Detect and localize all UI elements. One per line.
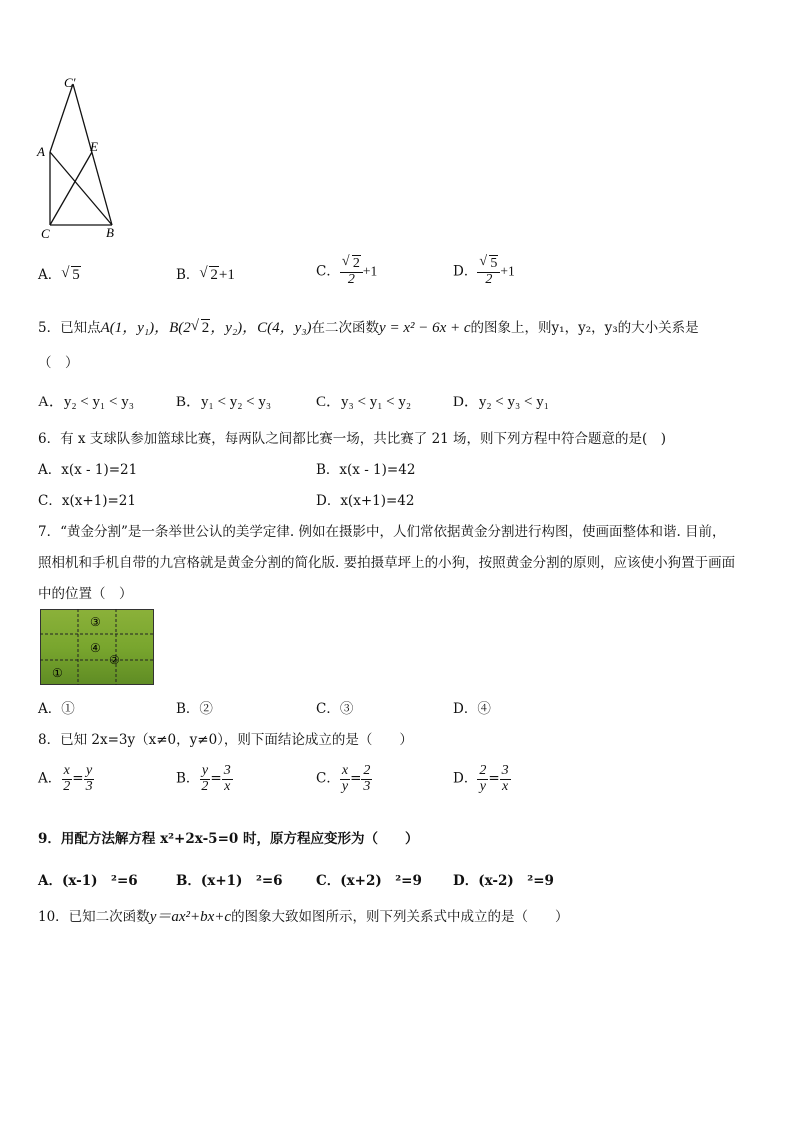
q8-option-b[interactable]: B． $\frac{y}{2}$ = $\frac{3}{x}$ [176, 763, 231, 794]
q4-option-b[interactable]: B．√ 2+1 [176, 263, 235, 284]
grid-mark-1: ① [52, 666, 63, 680]
q5-option-b[interactable]: B．y₁ < y₂ < y₃ [176, 394, 272, 410]
q5-stem: 5．已知点A(1，y₁)，B(2√ 2，y₂)，C(4，y₃)在二次函数y = x² − 6x + c的图象上，则y₁，y₂，y₃的大小关系是 [38, 316, 699, 337]
q7-stem-line3: 中的位置（ ） [38, 586, 133, 602]
grid-mark-4: ④ [90, 641, 101, 655]
q5-option-d[interactable]: D．y₂ < y₃ < y₁ [453, 394, 549, 410]
label-c-prime: C′ [64, 75, 76, 90]
label-a: A [37, 144, 45, 159]
q6-option-d[interactable]: D．x(x+1)=42 [316, 493, 415, 509]
q7-stem-line1: 7．“黄金分割”是一条举世公认的美学定律. 例如在摄影中，人们常依据黄金分割进行构图，使画面整体和谐. 目前， [38, 524, 726, 540]
q7-option-a[interactable]: A．① [38, 701, 75, 717]
grid-mark-3: ③ [90, 615, 101, 629]
q8-option-d[interactable]: D． $\frac{2}{y}$ = $\frac{3}{x}$ [453, 763, 509, 794]
q10-stem: 10．已知二次函数y＝ax²+bx+c的图象大致如图所示，则下列关系式中成立的是（ ） [38, 909, 569, 925]
q6-option-c[interactable]: C．x(x+1)=21 [38, 493, 136, 509]
q4-option-d[interactable]: D． √ $\frac{5}{2}$ +1 [453, 257, 515, 287]
triangle-figure [30, 72, 130, 242]
q8-option-a[interactable]: A． $\frac{x}{2}$ = $\frac{y}{3}$ [38, 763, 93, 794]
q8-option-c[interactable]: C． $\frac{x}{y}$ = $\frac{2}{3}$ [316, 763, 371, 794]
grass-grid-photo [40, 609, 154, 685]
q6-stem: 6．有 x 支球队参加篮球比赛，每两队之间都比赛一场，共比赛了 21 场，则下列方程中符合题意的是( ) [38, 431, 667, 447]
q7-option-b[interactable]: B．② [176, 701, 213, 717]
q9-stem: 9．用配方法解方程 x²+2x-5=0 时，原方程应变形为（ ） [38, 831, 419, 847]
label-e: E [90, 139, 98, 154]
q6-option-b[interactable]: B．x(x - 1)=42 [316, 462, 416, 478]
q9-option-c[interactable]: C．(x+2) ²=9 [316, 873, 422, 889]
q5-stem-line2: （ ） [38, 355, 79, 371]
grid-mark-2: ② [109, 653, 120, 667]
label-b: B [106, 225, 114, 240]
q5-option-c[interactable]: C．y₃ < y₁ < y₂ [316, 394, 412, 410]
q4-option-a[interactable]: A．√ 5 [38, 263, 81, 284]
q9-option-d[interactable]: D．(x-2) ²=9 [453, 873, 554, 889]
q9-option-a[interactable]: A．(x-1) ²=6 [38, 873, 138, 889]
q5-option-a[interactable]: A．y₂ < y₁ < y₃ [38, 394, 134, 410]
q7-option-c[interactable]: C．③ [316, 701, 354, 717]
q7-option-d[interactable]: D．④ [453, 701, 491, 717]
q4-option-c[interactable]: C． √ $\frac{2}{2}$ +1 [316, 257, 377, 287]
q6-option-a[interactable]: A．x(x - 1)=21 [38, 462, 138, 478]
q7-stem-line2: 照相机和手机自带的九宫格就是黄金分割的简化版. 要拍摄草坪上的小狗，按照黄金分割的原则，应该使小狗置于画面 [38, 555, 736, 571]
q8-stem: 8．已知 2x=3y（x≠0，y≠0），则下面结论成立的是（ ） [38, 732, 413, 748]
label-c: C [41, 226, 50, 241]
q9-option-b[interactable]: B．(x+1) ²=6 [176, 873, 283, 889]
